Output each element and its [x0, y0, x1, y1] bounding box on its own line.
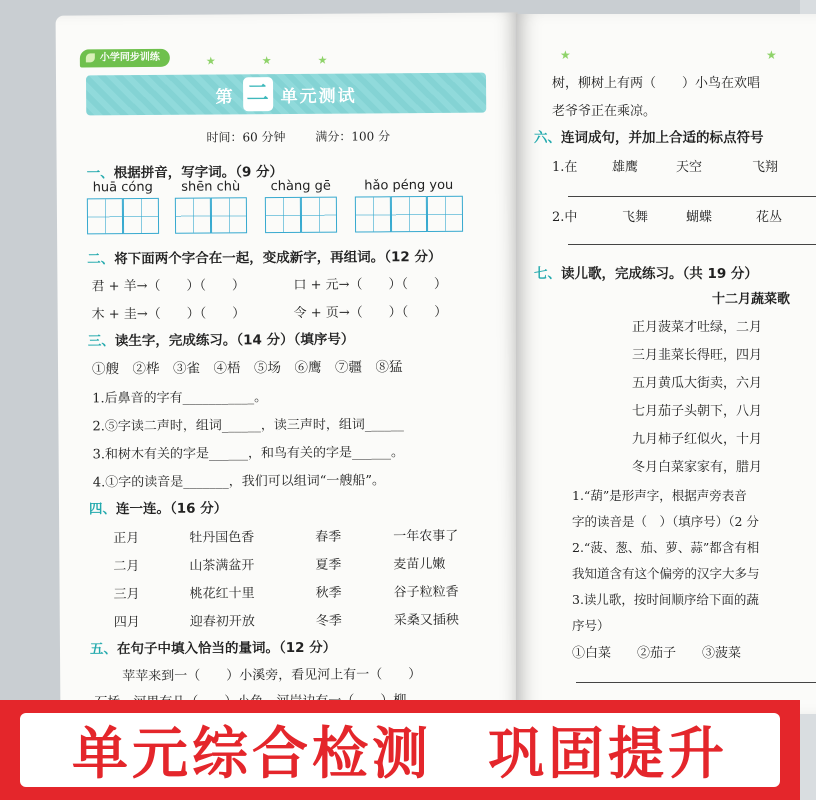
unit-title-banner — [86, 73, 486, 116]
pinyin-label: chàng gē — [270, 178, 331, 195]
poem-line: 九月柿子红似火，十月 — [632, 432, 763, 447]
exam-meta — [206, 127, 416, 145]
poem-line: 正月菠菜才吐绿，二月 — [632, 320, 763, 335]
section-7-title: 七、读儿歌，完成练习。（共 19 分） — [534, 266, 758, 282]
farm-cell: 麦苗儿嫩 — [393, 556, 446, 573]
flower-cell: 牡丹国色香 — [189, 530, 255, 546]
word-item: 飞舞 — [622, 210, 649, 225]
pinyin-label: hǎo péng you — [364, 177, 454, 194]
month-cell: 正月 — [113, 531, 140, 547]
question-line: 2.“菠、葱、茄、萝、蒜”都含有相 — [572, 540, 760, 555]
pinyin-label: huā cóng — [92, 179, 153, 196]
star-icons: ★★★ — [205, 53, 374, 68]
question-line: 3.读儿歌，按时间顺序给下面的蔬 — [572, 592, 759, 607]
month-cell: 二月 — [113, 559, 140, 575]
flower-cell: 迎春初开放 — [189, 614, 255, 630]
word-item: 2.中 — [552, 210, 578, 225]
poem-line: 三月韭菜长得旺，四月 — [632, 348, 763, 363]
section-1-title: 一、根据拼音，写字词。（9 分） — [86, 164, 284, 182]
question-line: 我知道含有这个偏旁的汉字大多与 — [572, 566, 760, 581]
character-list: ①艘 ②桦 ③雀 ④梧 ⑤场 ⑥鹰 ⑦疆 ⑧猛 — [91, 359, 403, 378]
question-line: 1.后鼻音的字有___________。 — [92, 390, 268, 407]
poem-title: 十二月蔬菜歌 — [712, 292, 791, 307]
farm-cell: 一年农事了 — [393, 528, 459, 545]
section-3-title: 三、读生字，完成练习。（14 分）（填序号） — [87, 331, 355, 350]
series-badge: 小学同步训练 — [80, 49, 170, 68]
exam-time: 时间：60 分钟 — [206, 130, 286, 145]
month-cell: 三月 — [113, 587, 140, 603]
promo-banner — [0, 700, 800, 800]
exam-score: 满分：100 分 — [315, 129, 391, 144]
pinyin-group — [87, 180, 159, 235]
right-page — [516, 14, 816, 714]
question-line: 字的读音是（ ）（填序号）（2 分 — [572, 514, 759, 529]
poem-line: 五月黄瓜大街卖，六月 — [632, 376, 763, 391]
star-icon: ★ — [766, 48, 777, 62]
word-item: 1.在 — [552, 160, 578, 175]
slogan-right: 巩固提升 — [488, 722, 728, 787]
title-suffix: 单元测试 — [280, 86, 357, 107]
word-item: 蝴蝶 — [686, 210, 713, 225]
answer-line[interactable] — [568, 244, 816, 245]
section-5-title: 五、在句子中填入恰当的量词。（12 分） — [89, 639, 337, 658]
month-cell: 四月 — [113, 615, 140, 631]
answer-line[interactable] — [576, 682, 816, 683]
season-cell: 春季 — [315, 529, 342, 545]
word-item: 雄鹰 — [612, 160, 639, 175]
question-line: 2.⑤字读二声时，组词______，读三声时，组词______ — [92, 417, 404, 435]
writing-grid[interactable] — [175, 197, 247, 234]
word-item: 花丛 — [756, 210, 783, 225]
section-2-title: 二、将下面两个字合在一起，变成新字，再组词。（12 分） — [87, 248, 442, 268]
poem-line: 七月茄子头朝下，八月 — [632, 404, 763, 419]
season-cell: 秋季 — [315, 585, 342, 601]
section-4-title: 四、连一连。（16 分） — [88, 500, 228, 518]
sentence-line: 苹苹来到一（ ）小溪旁，看见河上有一（ ） — [122, 667, 422, 685]
passage-line: 老爷爷正在乘凉。 — [552, 104, 657, 119]
question-line: 3.和树木有关的字是______，和鸟有关的字是______。 — [92, 445, 405, 463]
season-cell: 夏季 — [315, 557, 342, 573]
slogan-left: 单元综合检测 — [72, 722, 432, 787]
flower-cell: 山茶满盆开 — [189, 558, 255, 574]
pinyin-group — [355, 178, 463, 233]
question-line: 序号） — [572, 618, 610, 633]
combine-item: 木 + 圭→（ ）（ ） — [91, 306, 246, 323]
season-cell: 冬季 — [315, 613, 342, 629]
question-line: 4.①字的读音是_______，我们可以组词“一艘船”。 — [92, 473, 386, 491]
farm-cell: 谷子粒粒香 — [393, 584, 459, 601]
writing-grid[interactable] — [87, 198, 159, 235]
pinyin-group — [265, 179, 337, 234]
combine-item: 君 + 羊→（ ）（ ） — [91, 278, 246, 295]
farm-cell: 采桑又插秧 — [393, 612, 459, 629]
combine-item: 令 + 页→（ ）（ ） — [293, 304, 448, 321]
flower-cell: 桃花红十里 — [189, 586, 255, 602]
unit-number: 二 — [242, 77, 272, 111]
writing-grid[interactable] — [265, 197, 337, 234]
option-list: ①白菜 ②茄子 ③菠菜 — [572, 646, 742, 661]
left-page — [56, 12, 523, 715]
pinyin-label: shēn chù — [181, 179, 241, 195]
slogan-box — [20, 713, 780, 787]
title-prefix: 第 — [215, 86, 235, 108]
section-6-title: 六、连词成句，并加上合适的标点符号 — [534, 130, 764, 146]
word-item: 天空 — [676, 160, 703, 175]
answer-line[interactable] — [568, 196, 816, 197]
pinyin-group — [175, 179, 247, 234]
combine-item: 口 + 元→（ ）（ ） — [293, 276, 448, 293]
poem-line: 冬月白菜家家有，腊月 — [632, 460, 763, 475]
question-line: 1.“葫”是形声字，根据声旁表音 — [572, 488, 747, 503]
star-icon: ★ — [560, 48, 571, 62]
passage-line: 树，柳树上有两（ ）小鸟在欢唱 — [552, 76, 761, 91]
word-item: 飞翔 — [752, 160, 779, 175]
writing-grid[interactable] — [355, 196, 463, 233]
